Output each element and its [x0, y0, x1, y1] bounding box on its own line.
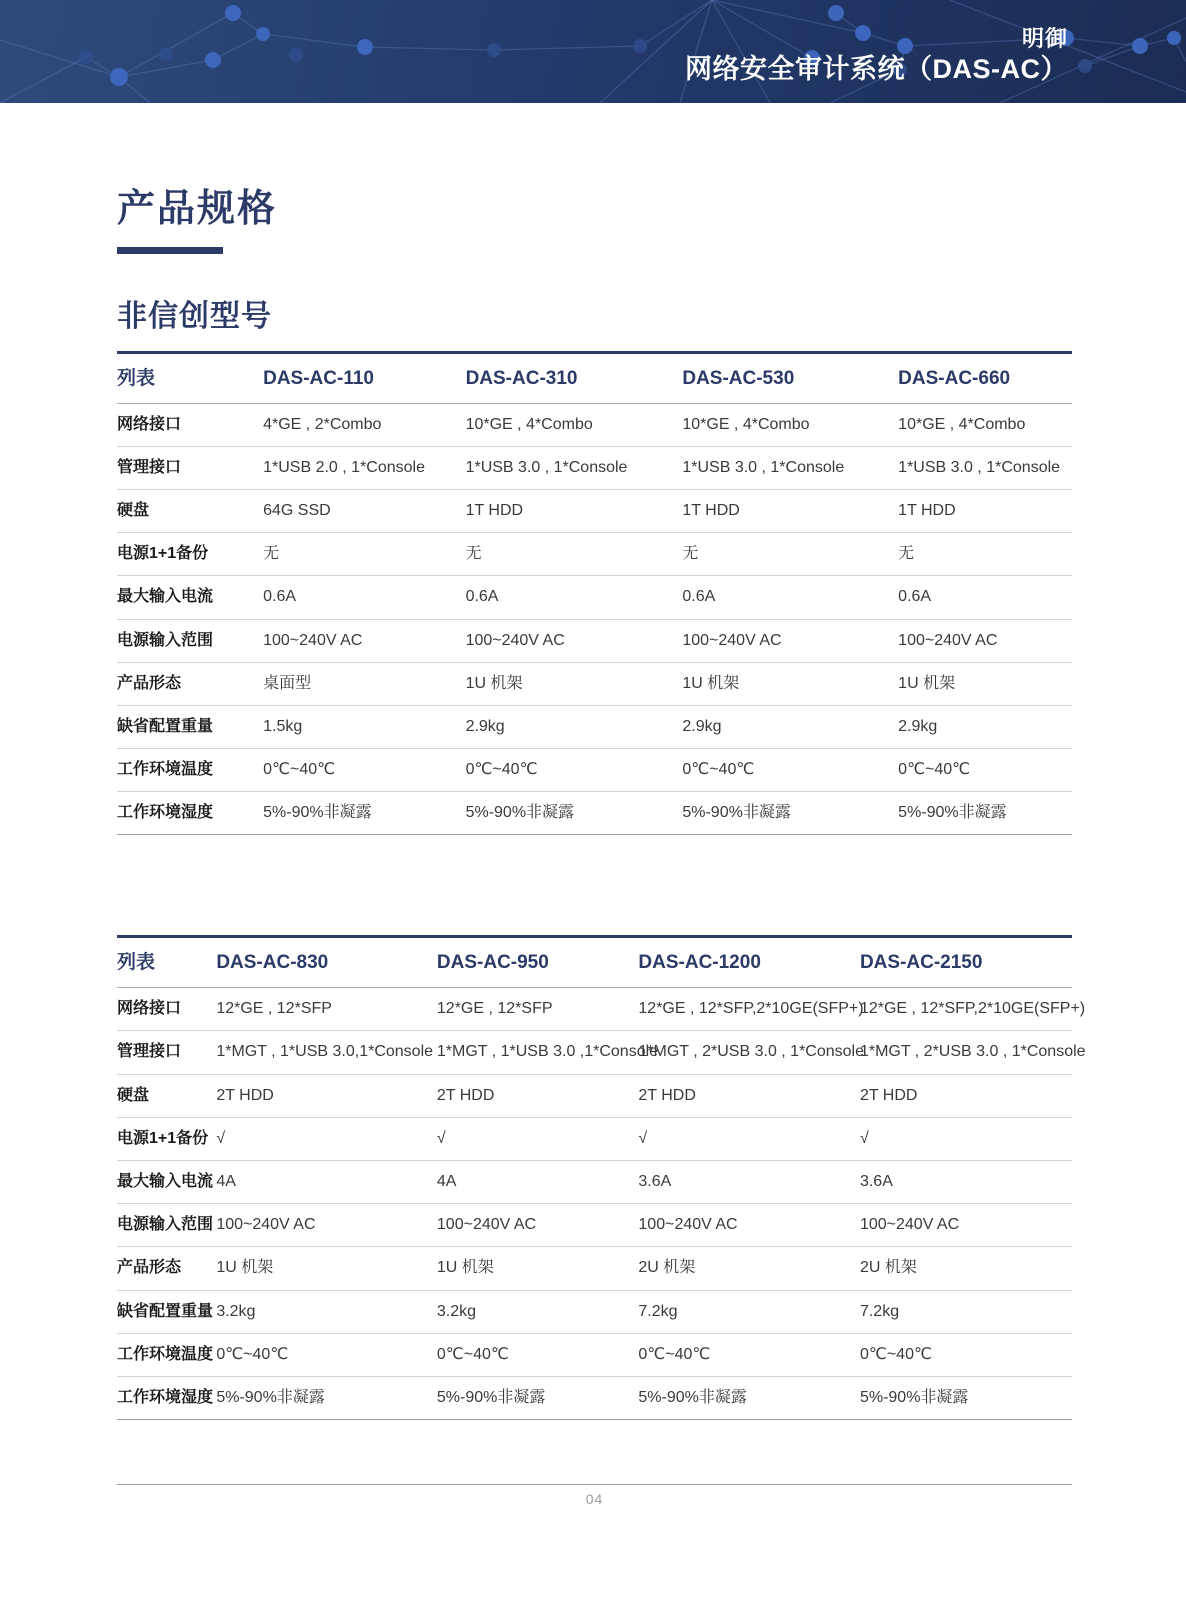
spec-cell: 2T HDD — [216, 1074, 437, 1117]
spec-cell: 0℃~40℃ — [216, 1333, 437, 1376]
table-row — [117, 749, 1072, 792]
spec-cell: 4A — [216, 1161, 437, 1204]
spec-cell: 2.9kg — [466, 705, 683, 748]
spec-cell: 1*USB 3.0 , 1*Console — [466, 446, 683, 489]
column-header: DAS-AC-530 — [682, 352, 898, 403]
column-header: DAS-AC-2150 — [860, 937, 1072, 988]
spec-cell: 1U 机架 — [466, 662, 683, 705]
table-row — [117, 705, 1072, 748]
spec-cell: 100~240V AC — [263, 619, 465, 662]
row-label: 最大输入电流 — [117, 576, 263, 619]
row-label: 硬盘 — [117, 1074, 216, 1117]
spec-cell: 12*GE , 12*SFP,2*10GE(SFP+) — [638, 988, 860, 1031]
spec-cell: 1T HDD — [898, 489, 1072, 532]
row-label: 产品形态 — [117, 1247, 216, 1290]
column-header: DAS-AC-1200 — [638, 937, 860, 988]
spec-cell: 3.2kg — [216, 1290, 437, 1333]
spec-cell: 5%-90%非凝露 — [466, 792, 683, 835]
spec-cell: 1U 机架 — [437, 1247, 639, 1290]
spec-cell: √ — [216, 1117, 437, 1160]
spec-cell: 2.9kg — [682, 705, 898, 748]
spec-cell: 0℃~40℃ — [437, 1333, 639, 1376]
spec-cell: 7.2kg — [860, 1290, 1072, 1333]
table-row — [117, 792, 1072, 835]
spec-cell: 7.2kg — [638, 1290, 860, 1333]
table-row — [117, 1333, 1072, 1376]
spec-cell: 3.2kg — [437, 1290, 639, 1333]
column-header: DAS-AC-950 — [437, 937, 639, 988]
spec-cell: 无 — [263, 533, 465, 576]
spec-cell: 0℃~40℃ — [860, 1333, 1072, 1376]
spec-cell: 100~240V AC — [466, 619, 683, 662]
row-label: 电源输入范围 — [117, 1204, 216, 1247]
table-row — [117, 662, 1072, 705]
spec-cell: 10*GE , 4*Combo — [898, 403, 1072, 446]
spec-cell: 1*USB 3.0 , 1*Console — [898, 446, 1072, 489]
spec-cell: 100~240V AC — [682, 619, 898, 662]
spec-cell: 2T HDD — [437, 1074, 639, 1117]
spec-cell: 2T HDD — [638, 1074, 860, 1117]
spec-cell: 桌面型 — [263, 662, 465, 705]
spec-cell: 1U 机架 — [216, 1247, 437, 1290]
spec-cell: 0℃~40℃ — [263, 749, 465, 792]
spec-cell: 0℃~40℃ — [898, 749, 1072, 792]
table-row — [117, 619, 1072, 662]
row-label: 电源输入范围 — [117, 619, 263, 662]
spec-cell: 5%-90%非凝露 — [682, 792, 898, 835]
row-label: 工作环境湿度 — [117, 792, 263, 835]
row-label: 最大输入电流 — [117, 1161, 216, 1204]
spec-cell: 1T HDD — [466, 489, 683, 532]
spec-cell: 1*USB 3.0 , 1*Console — [682, 446, 898, 489]
spec-cell: 无 — [682, 533, 898, 576]
row-label: 管理接口 — [117, 1031, 216, 1074]
spec-cell: 1*MGT , 2*USB 3.0 , 1*Console — [860, 1031, 1072, 1074]
spec-cell: 100~240V AC — [860, 1204, 1072, 1247]
table-row — [117, 1247, 1072, 1290]
spec-table-models-830-2150 — [117, 935, 1086, 1420]
row-label: 管理接口 — [117, 446, 263, 489]
title-underline — [117, 247, 223, 254]
column-header: 列表 — [117, 352, 263, 403]
table-row — [117, 1290, 1072, 1333]
spec-cell: 1T HDD — [682, 489, 898, 532]
spec-cell: 5%-90%非凝露 — [898, 792, 1072, 835]
table-row — [117, 988, 1072, 1031]
spec-table-models-110-660 — [117, 351, 1072, 836]
page-title: 产品规格 — [117, 188, 278, 230]
spec-cell: 1.5kg — [263, 705, 465, 748]
table-row — [117, 1031, 1072, 1074]
spec-cell: 100~240V AC — [216, 1204, 437, 1247]
row-label: 电源1+1备份 — [117, 1117, 216, 1160]
spec-cell: 0.6A — [898, 576, 1072, 619]
spec-cell: 100~240V AC — [437, 1204, 639, 1247]
spec-cell: 1*MGT , 1*USB 3.0 ,1*Console — [437, 1031, 639, 1074]
spec-cell: 5%-90%非凝露 — [437, 1376, 639, 1419]
table-row — [117, 489, 1072, 532]
brand-name: 明御 — [1021, 26, 1068, 51]
spec-cell: 5%-90%非凝露 — [263, 792, 465, 835]
spec-cell: 1*MGT , 2*USB 3.0 , 1*Console — [638, 1031, 860, 1074]
header-text-block — [685, 26, 1068, 85]
spec-cell: 10*GE , 4*Combo — [466, 403, 683, 446]
spec-cell: √ — [437, 1117, 639, 1160]
table-row — [117, 1376, 1072, 1419]
spec-cell: 2T HDD — [860, 1074, 1072, 1117]
spec-cell: 64G SSD — [263, 489, 465, 532]
spec-cell: 2U 机架 — [638, 1247, 860, 1290]
spec-cell: 1*USB 2.0 , 1*Console — [263, 446, 465, 489]
table-row — [117, 1204, 1072, 1247]
column-header: 列表 — [117, 937, 216, 988]
spec-cell: 1U 机架 — [682, 662, 898, 705]
column-header: DAS-AC-660 — [898, 352, 1072, 403]
spec-cell: 12*GE , 12*SFP,2*10GE(SFP+) — [860, 988, 1072, 1031]
spec-cell: 2.9kg — [898, 705, 1072, 748]
spec-cell: √ — [638, 1117, 860, 1160]
spec-cell: 0℃~40℃ — [682, 749, 898, 792]
row-label: 网络接口 — [117, 403, 263, 446]
page-footer — [117, 1484, 1072, 1509]
spec-cell: 0.6A — [682, 576, 898, 619]
column-header: DAS-AC-830 — [216, 937, 437, 988]
spec-cell: 5%-90%非凝露 — [638, 1376, 860, 1419]
table-header-row — [117, 937, 1072, 988]
spec-cell: 无 — [466, 533, 683, 576]
page-number: 04 — [585, 1491, 604, 1507]
spec-cell: 100~240V AC — [898, 619, 1072, 662]
spec-cell: 2U 机架 — [860, 1247, 1072, 1290]
spec-cell: 3.6A — [638, 1161, 860, 1204]
table-row — [117, 403, 1072, 446]
row-label: 工作环境湿度 — [117, 1376, 216, 1419]
row-label: 网络接口 — [117, 988, 216, 1031]
page-content — [0, 103, 1186, 1420]
spec-cell: 0℃~40℃ — [638, 1333, 860, 1376]
spec-cell: 1*MGT , 1*USB 3.0,1*Console — [216, 1031, 437, 1074]
spec-cell: 4*GE , 2*Combo — [263, 403, 465, 446]
table-row — [117, 1117, 1072, 1160]
table-row — [117, 533, 1072, 576]
table-header-row — [117, 352, 1072, 403]
spec-cell: 4A — [437, 1161, 639, 1204]
column-header: DAS-AC-310 — [466, 352, 683, 403]
spec-cell: 0.6A — [466, 576, 683, 619]
spec-cell: 5%-90%非凝露 — [860, 1376, 1072, 1419]
row-label: 缺省配置重量 — [117, 705, 263, 748]
table-row — [117, 1074, 1072, 1117]
row-label: 工作环境温度 — [117, 1333, 216, 1376]
spec-cell: 0.6A — [263, 576, 465, 619]
section-title: 非信创型号 — [117, 299, 272, 333]
product-name: 网络安全审计系统（DAS-AC） — [685, 54, 1068, 85]
spec-cell: 无 — [898, 533, 1072, 576]
spec-cell: 10*GE , 4*Combo — [682, 403, 898, 446]
spec-cell: 12*GE , 12*SFP — [216, 988, 437, 1031]
row-label: 产品形态 — [117, 662, 263, 705]
spec-cell: 12*GE , 12*SFP — [437, 988, 639, 1031]
row-label: 工作环境温度 — [117, 749, 263, 792]
spec-cell: √ — [860, 1117, 1072, 1160]
table-row — [117, 576, 1072, 619]
spec-cell: 1U 机架 — [898, 662, 1072, 705]
spec-cell: 5%-90%非凝露 — [216, 1376, 437, 1419]
row-label: 缺省配置重量 — [117, 1290, 216, 1333]
header-band — [0, 0, 1186, 103]
row-label: 电源1+1备份 — [117, 533, 263, 576]
spec-cell: 100~240V AC — [638, 1204, 860, 1247]
column-header: DAS-AC-110 — [263, 352, 465, 403]
table-row — [117, 1161, 1072, 1204]
spec-cell: 3.6A — [860, 1161, 1072, 1204]
row-label: 硬盘 — [117, 489, 263, 532]
table-row — [117, 446, 1072, 489]
spec-cell: 0℃~40℃ — [466, 749, 683, 792]
